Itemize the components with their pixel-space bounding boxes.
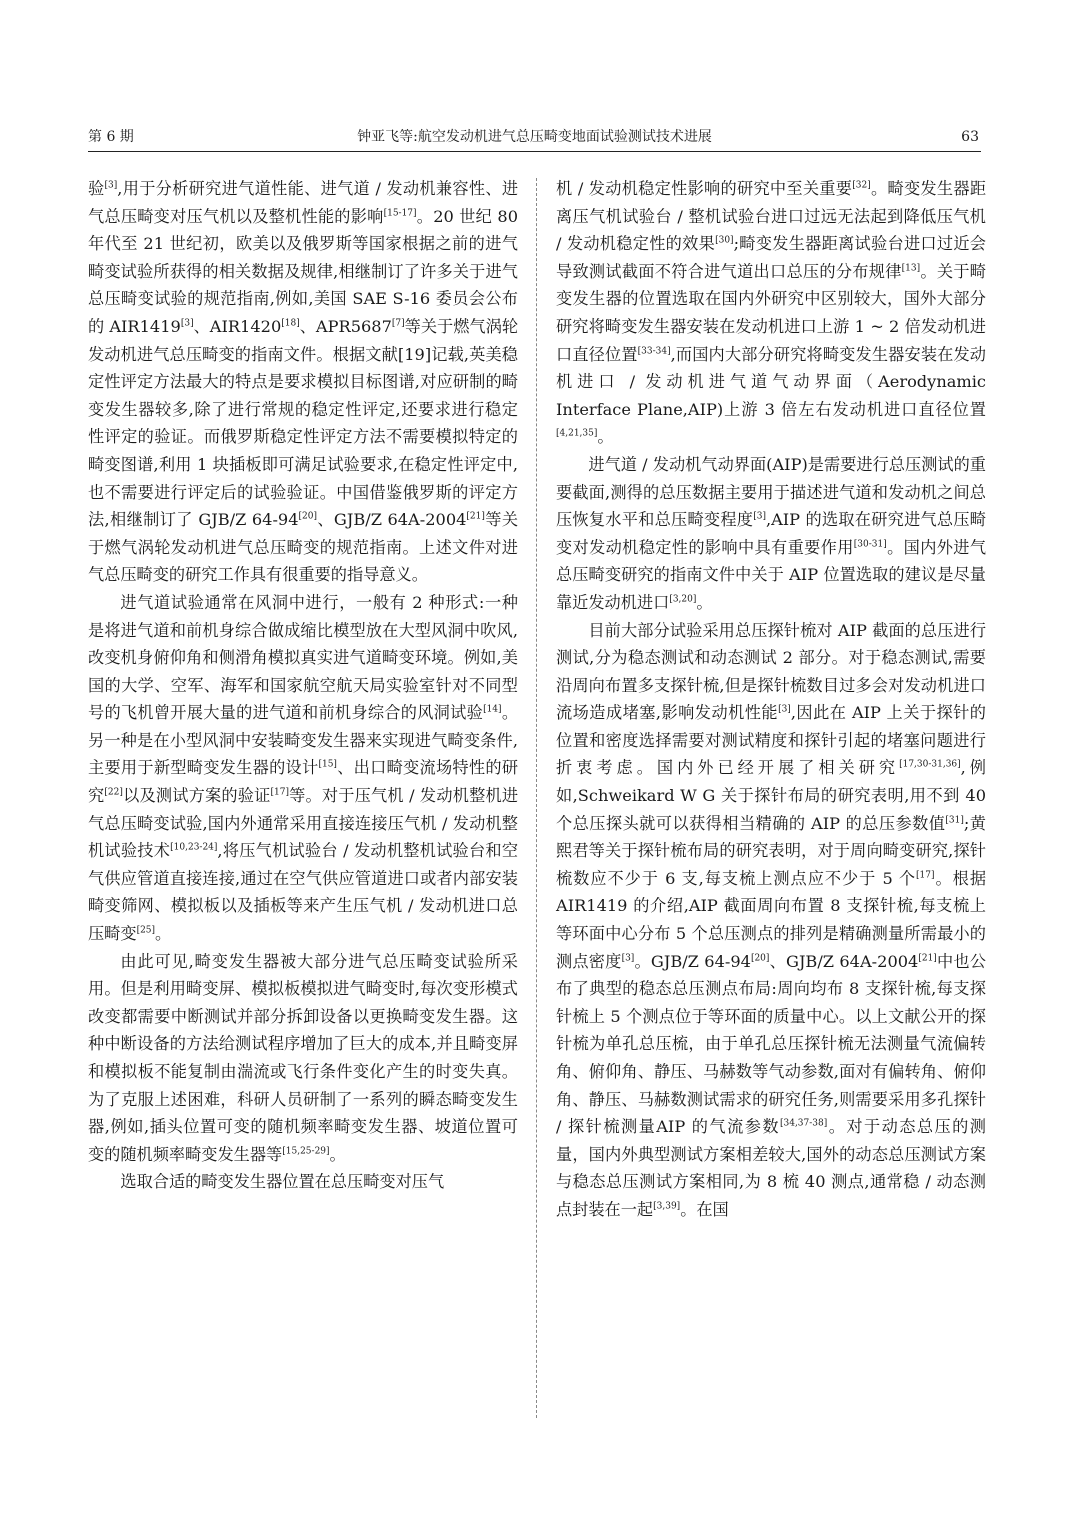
paragraph: 选取合适的畸变发生器位置在总压畸变对压气	[120, 1172, 445, 1192]
paragraph: 进气道 / 发动机气动界面(AIP)是需要进行总压测试的重要截面,测得的总压数据主要用于描述进气道和发动机之间总压恢复水平和总压畸变程度[3],AIP 的选取在研究进气总压畸变对发动机稳定性的影响中具有重要作用[30-31]。国内外进气总压畸变研究的指南文件中关于 AIP 位置选取的建议是尽量靠近发动机进口[3,20]。	[556, 454, 987, 612]
paragraph: 验[3],用于分析研究进气道性能、进气道 / 发动机兼容性、进气总压畸变对压气机以及整机性能的影响[15-17]。20 世纪 80 年代至 21 世纪初，欧美以及俄罗斯等国家根据之前的进气畸变试验所获得的相关数据及规律,相继制订了许多关于进气总压畸变试验的规范指南,例如,美国 SAE S-16 委员会公布的 AIR1419[3]、AIR1420[18]、APR5687[7]等关于燃气涡轮发动机进气总压畸变的指南文件。根据文献[19]记载,英美稳定性评定方法最大的特点是要求模拟目标图谱,对应研制的畸变发生器较多,除了进行常规的稳定性评定,还要求进行稳定性评定的验证。而俄罗斯稳定性评定方法不需要模拟特定的畸变图谱,利用 1 块插板即可满足试验要求,在稳定性评定中,也不需要进行评定后的试验验证。中国借鉴俄罗斯的评定方法,相继制订了 GJB/Z 64-94[20]、GJB/Z 64A-2004[21]等关于燃气涡轮发动机进气总压畸变的规范指南。上述文件对进气总压畸变的研究工作具有很重要的指导意义。	[88, 179, 519, 585]
citation-ref: [13]	[901, 263, 921, 274]
citation-ref: [25]	[136, 925, 156, 936]
citation-ref: [3]	[778, 704, 791, 715]
citation-ref: [22]	[104, 787, 123, 798]
citation-ref: [3,39]	[653, 1201, 681, 1212]
right-column	[556, 175, 986, 1224]
citation-ref: [3]	[180, 318, 194, 329]
citation-ref: [30-31]	[853, 539, 887, 550]
citation-ref: [33-34]	[637, 346, 671, 357]
header-rule	[88, 151, 981, 152]
citation-ref: [17]	[270, 787, 289, 798]
column-divider	[536, 178, 537, 1418]
paragraph: 目前大部分试验采用总压探针梳对 AIP 截面的总压进行测试,分为稳态测试和动态测试 2 部分。对于稳态测试,需要沿周向布置多支探针梳,但是探针梳数目过多会对发动机进口流场造成堵塞,影响发动机性能[3],因此在 AIP 上关于探针的位置和密度选择需要对测试精度和探针引起的堵塞问题进行折衷考虑。国内外已经开展了相关研究[17,30-31,36],例如,Schweikard W G 关于探针布局的研究表明,用不到 40 个总压探头就可以获得相当精确的 AIP 的总压参数值[31];黄熙君等关于探针梳布局的研究表明，对于周向畸变研究,探针梳数应不少于 6 支,每支梳上测点应不少于 5 个[17]。根据 AIR1419 的介绍,AIP 截面周向布置 8 支探针梳,每支梳上等环面中心分布 5 个总压测点的排列是精确测量所需最小的测点密度[3]。GJB/Z 64-94[20]、GJB/Z 64A-2004[21]中也公布了典型的稳态总压测点布局:周向均布 8 支探针梳,每支探针梳上 5 个测点位于等环面的质量中心。以上文献公开的探针梳为单孔总压梳，由于单孔总压探针梳无法测量气流偏转角、俯仰角、静压、马赫数等气动参数,面对有偏转角、俯仰角、静压、马赫数测试需求的研究任务,则需要采用多孔探针 / 探针梳测量AIP 的气流参数[34,37-38]。对于动态总压的测量，国内外典型测试方案相差较大,国外的动态总压测试方案与稳态总压测试方案相同,为 8 梳 40 测点,通常稳 / 动态测点封装在一起[3,39]。在国	[556, 620, 987, 1219]
citation-ref: [30]	[715, 235, 734, 246]
citation-ref: [31]	[945, 815, 964, 826]
citation-ref: [21]	[918, 953, 937, 964]
running-header	[88, 127, 981, 153]
citation-ref: [4,21,35]	[556, 428, 598, 439]
citation-ref: [3]	[753, 511, 766, 522]
page-number: 63	[961, 129, 979, 145]
citation-ref: [20]	[750, 953, 770, 964]
citation-ref: [32]	[852, 180, 871, 191]
citation-ref: [3]	[104, 180, 118, 191]
issue-label: 第 6 期	[88, 129, 134, 145]
left-column	[88, 175, 518, 1196]
citation-ref: [34,37-38]	[779, 1118, 828, 1129]
citation-ref: [20]	[298, 511, 318, 522]
paragraph: 由此可见,畸变发生器被大部分进气总压畸变试验所采用。但是利用畸变屏、模拟板模拟进气畸变时,每次变形模式改变都需要中断测试并部分拆卸设备以更换畸变发生器。这种中断设备的方法给测试程序增加了巨大的成本,并且畸变屏和模拟板不能复制由湍流或飞行条件变化产生的时变失真。为了克服上述困难，科研人员研制了一系列的瞬态畸变发生器,例如,插头位置可变的随机频率畸变发生器、坡道位置可变的随机频率畸变发生器等[15,25-29]。	[88, 951, 518, 1164]
citation-ref: [21]	[466, 511, 485, 522]
paragraph: 机 / 发动机稳定性影响的研究中至关重要[32]。畸变发生器距离压气机试验台 / 整机试验台进口过远无法起到降低压气机 / 发动机稳定性的效果[30];畸变发生器距离试验台进口过近会导致测试截面不符合进气道出口总压的分布规律[13]。关于畸变发生器的位置选取在国内外研究中区别较大，国外大部分研究将畸变发生器安装在发动机进口上游 1 ~ 2 倍发动机进口直径位置[33-34],而国内大部分研究将畸变发生器安装在发动机进口 / 发动机进气道气动界面（Aerodynamic Interface Plane,AIP)上游 3 倍左右发动机进口直径位置[4,21,35]。	[556, 179, 987, 447]
citation-ref: [17,30-31,36]	[899, 760, 961, 771]
citation-ref: [14]	[483, 704, 502, 715]
citation-ref: [15]	[318, 760, 337, 771]
running-title: 钟亚飞等:航空发动机进气总压畸变地面试验测试技术进展	[357, 129, 712, 145]
citation-ref: [3]	[621, 953, 635, 964]
citation-ref: [10,23-24]	[170, 842, 218, 853]
citation-ref: [7]	[391, 318, 405, 329]
paragraph: 进气道试验通常在风洞中进行，一般有 2 种形式:一种是将进气道和前机身综合做成缩比模型放在大型风洞中吹风,改变机身俯仰角和侧滑角模拟真实进气道畸变环境。例如,美国的大学、空军、海军和国家航空航天局实验室针对不同型号的飞机曾开展大量的进气道和前机身综合的风洞试验[14]。另一种是在小型风洞中安装畸变发生器来实现进气畸变条件,主要用于新型畸变发生器的设计[15]、出口畸变流场特性的研究[22]以及测试方案的验证[17]等。对于压气机 / 发动机整机进气总压畸变试验,国内外通常采用直接连接压气机 / 发动机整机试验技术[10,23-24],将压气机试验台 / 发动机整机试验台和空气供应管道直接连接,通过在空气供应管道进口或者内部安装畸变筛网、模拟板以及插板等来产生压气机 / 发动机进口总压畸变[25]。	[88, 592, 519, 944]
citation-ref: [3,20]	[669, 594, 697, 605]
citation-ref: [18]	[281, 318, 300, 329]
citation-ref: [17]	[916, 870, 935, 881]
citation-ref: [15,25-29]	[282, 1146, 330, 1157]
citation-ref: [15-17]	[383, 208, 417, 219]
